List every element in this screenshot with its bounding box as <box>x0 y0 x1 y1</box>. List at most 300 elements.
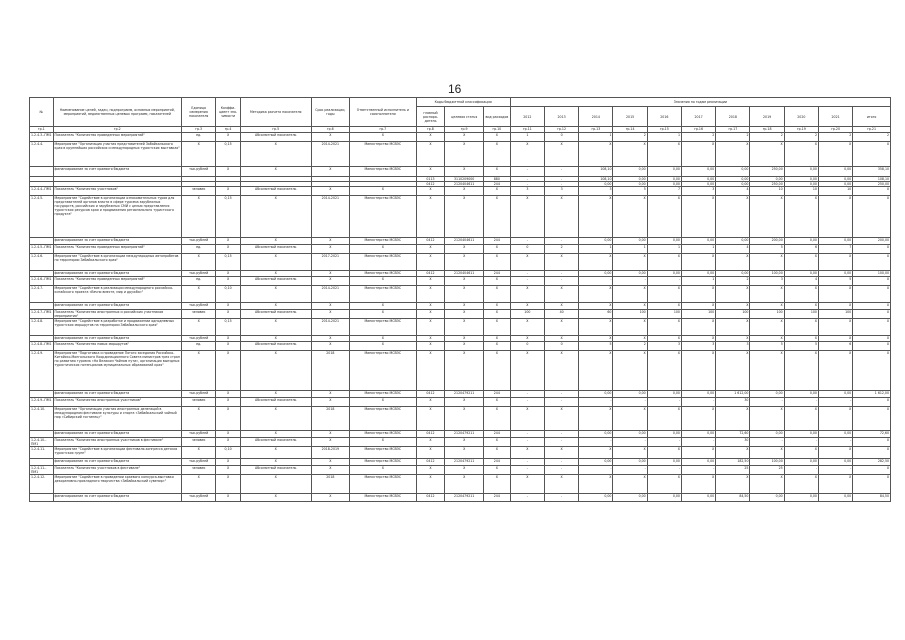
table-cell: 0,00 <box>716 271 750 277</box>
table-cell: 2018 <box>311 351 350 391</box>
row-name-cell: Показатель "Количество участников" <box>53 187 181 196</box>
table-cell: 5 <box>613 187 647 196</box>
table-cell: 0412 <box>416 431 445 438</box>
table-cell: 0 <box>510 245 544 254</box>
table-cell: X <box>416 303 445 310</box>
table-row <box>30 238 891 245</box>
table-cell: X <box>216 351 241 391</box>
table-cell: X <box>483 398 510 407</box>
table-cell: X <box>613 303 647 310</box>
table-cell: - <box>544 271 578 277</box>
table-cell: - <box>544 238 578 245</box>
table-cell: X <box>416 351 445 391</box>
table-cell: X <box>216 494 241 502</box>
table-cell: X <box>647 142 681 167</box>
table-cell: 0,00 <box>647 494 681 502</box>
table-cell: 1 612,00 <box>853 391 891 398</box>
table-cell: X <box>416 142 445 167</box>
table-cell: - <box>544 182 578 187</box>
table-cell: X <box>311 466 350 475</box>
table-cell: 100 <box>613 310 647 319</box>
table-cell: 0,00 <box>681 238 715 245</box>
table-cell: - <box>647 277 681 286</box>
table-cell: X <box>416 277 445 286</box>
table-cell: 0 <box>544 342 578 351</box>
table-cell: - <box>544 494 578 502</box>
table-cell: 2014-2021 <box>311 196 350 238</box>
table-cell: Министерство МСВЭС <box>350 142 416 167</box>
table-cell: X <box>483 466 510 475</box>
table-cell: Министерство МСВЭС <box>350 196 416 238</box>
header-year: 2020 <box>784 107 818 127</box>
table-cell: Министерство МСВЭС <box>350 254 416 271</box>
column-number-cell: гр.14 <box>613 127 647 133</box>
table-cell: 0,00 <box>681 271 715 277</box>
table-cell: X <box>544 254 578 271</box>
table-cell: 0,15 <box>216 319 241 336</box>
table-row <box>30 407 891 431</box>
table-cell: X <box>311 459 350 466</box>
column-number-cell: гр.9 <box>445 127 484 133</box>
row-code-cell <box>30 391 54 398</box>
table-cell: 282,50 <box>853 459 891 466</box>
row-code-cell <box>30 459 54 466</box>
table-cell: 2 <box>544 245 578 254</box>
table-cell: 1 612,00 <box>716 391 750 398</box>
row-code-cell: 1.2.4.11.-ПМ1 <box>30 466 54 475</box>
header-year: 2013 <box>544 107 578 127</box>
row-code-cell: 1.2.4.7.-ПМ1 <box>30 310 54 319</box>
table-cell: X <box>716 447 750 459</box>
row-code-cell: 1.2.4.5. <box>30 196 54 238</box>
table-cell: ед. <box>182 133 216 142</box>
row-code-cell <box>30 494 54 502</box>
header-kbk-grbs: главный распоря-дитель <box>416 107 445 127</box>
table-cell: 0,00 <box>647 182 681 187</box>
table-cell: 0,00 <box>613 177 647 182</box>
table-cell: X <box>579 407 613 431</box>
table-cell: 244 <box>483 182 510 187</box>
table-cell: X <box>681 475 715 494</box>
table-cell: X <box>182 351 216 391</box>
table-cell: 1 <box>510 133 544 142</box>
table-cell: 1 <box>613 245 647 254</box>
table-cell: X <box>716 196 750 238</box>
table-cell: X <box>579 447 613 459</box>
table-cell: 72,60 <box>716 431 750 438</box>
table-cell: X <box>647 303 681 310</box>
table-cell: X <box>240 407 311 431</box>
row-name-cell: Мероприятие "Подготовка и проведение Пятого заседания Российско-Китайско-Монгольского Координационного Совета министров трех стран по развитию туризма «На Великом Чайном пути», организация выездных туристических потенциалов муниципальных образований края" <box>53 351 181 391</box>
header-name: Наименование целей, задач, подпрограмм, основных мероприятий, мероприятий, ведомственных целевых программ, показателей <box>53 98 181 127</box>
table-row <box>30 310 891 319</box>
table-cell: X <box>483 245 510 254</box>
table-cell: X <box>750 254 784 271</box>
table-cell: X <box>216 391 241 398</box>
table-cell: X <box>750 351 784 391</box>
table-row <box>30 254 891 271</box>
table-cell: 0,10 <box>216 447 241 459</box>
table-cell: 5 <box>579 342 613 351</box>
table-cell: 0,00 <box>613 167 647 177</box>
table-cell: X <box>716 254 750 271</box>
table-row <box>30 196 891 238</box>
table-cell: X <box>416 187 445 196</box>
table-cell: X <box>416 447 445 459</box>
table-cell: Министерство МСВЭС <box>350 351 416 391</box>
table-cell: 0,00 <box>647 177 681 182</box>
table-cell: X <box>182 447 216 459</box>
table-cell: 0,15 <box>216 142 241 167</box>
table-cell: X <box>483 310 510 319</box>
table-row <box>30 447 891 459</box>
table-row <box>30 431 891 438</box>
table-cell: 200,00 <box>853 238 891 245</box>
table-cell: 0,00 <box>818 238 852 245</box>
table-cell: 0,00 <box>818 177 852 182</box>
table-cell: X <box>445 286 484 303</box>
table-cell: 0,00 <box>681 391 715 398</box>
table-cell: X <box>544 336 578 342</box>
table-cell: X <box>350 187 416 196</box>
table-cell: X <box>579 196 613 238</box>
table-cell: Министерство МСВЭС <box>350 391 416 398</box>
table-cell: 2 <box>613 133 647 142</box>
table-cell: 5 <box>750 245 784 254</box>
table-cell: 5 <box>784 342 818 351</box>
table-row <box>30 245 891 254</box>
row-code-cell: 1.2.4.4. <box>30 142 54 167</box>
table-cell: X <box>445 310 484 319</box>
table-cell: X <box>216 310 241 319</box>
table-cell: 100,00 <box>750 459 784 466</box>
table-cell: X <box>818 407 852 431</box>
table-cell: X <box>416 438 445 447</box>
table-cell: Министерство МСВЭС <box>350 319 416 336</box>
table-cell: 244 <box>483 431 510 438</box>
table-cell: 10 <box>784 187 818 196</box>
table-cell: Абсолютный показатель <box>240 133 311 142</box>
table-cell: 4 <box>716 187 750 196</box>
table-cell: 3 <box>579 187 613 196</box>
table-cell: X <box>853 475 891 494</box>
table-cell: 1 <box>579 133 613 142</box>
table-cell: 0,00 <box>613 391 647 398</box>
table-cell: X <box>445 438 484 447</box>
table-row <box>30 459 891 466</box>
row-name-cell: Показатель "Количество иностранных участников в фестивале" <box>53 438 181 447</box>
table-cell: Министерство МСВЭС <box>350 271 416 277</box>
table-cell: - <box>579 277 613 286</box>
row-code-cell: 1.2.4.9.-ПМ1 <box>30 398 54 407</box>
table-cell: 3 <box>716 342 750 351</box>
table-cell: 0,00 <box>818 494 852 502</box>
table-cell: X <box>579 303 613 310</box>
table-cell: X <box>240 351 311 391</box>
table-cell: 0,00 <box>750 431 784 438</box>
row-name-cell: Мероприятие "Содействие в организации ознакомительных туров для представителей органов власти в сфере туризма зарубежных государств, российских и зарубежных СМИ с целью представления туристских ресурсов края и продвижения регионального туристского продукта" <box>53 196 181 238</box>
table-cell: 0,00 <box>784 182 818 187</box>
table-cell: ед. <box>182 277 216 286</box>
table-cell: X <box>613 319 647 336</box>
table-cell: 0,00 <box>613 494 647 502</box>
table-cell: X <box>784 336 818 342</box>
table-cell: X <box>510 196 544 238</box>
table-cell: - <box>613 438 647 447</box>
table-cell: X <box>483 187 510 196</box>
table-cell: X <box>445 187 484 196</box>
table-cell: X <box>240 494 311 502</box>
table-cell: X <box>182 286 216 303</box>
table-cell: 60 <box>579 310 613 319</box>
table-cell: 244 <box>483 459 510 466</box>
table-cell: X <box>445 196 484 238</box>
table-cell: тыс.рублей <box>182 459 216 466</box>
table-cell: - <box>544 167 578 177</box>
table-cell: X <box>510 475 544 494</box>
table-cell: 0 <box>544 133 578 142</box>
table-cell: X <box>818 286 852 303</box>
table-cell: X <box>216 133 241 142</box>
row-name-cell: Показатель "Количество проведенных мероприятий" <box>53 245 181 254</box>
table-cell: 5 <box>750 342 784 351</box>
table-cell: X <box>483 277 510 286</box>
table-cell: X <box>182 254 216 271</box>
table-cell: X <box>853 447 891 459</box>
table-cell: X <box>544 447 578 459</box>
row-name-cell: Мероприятие "Содействие в проведении краевого конкурса-выставки декоративно-прикладного творчества «Забайкальский сувенир»" <box>53 475 181 494</box>
table-cell: X <box>311 167 350 177</box>
table-cell: 0,00 <box>784 459 818 466</box>
table-cell: - <box>510 277 544 286</box>
table-cell: Министерство МСВЭС <box>350 459 416 466</box>
row-name-cell: финансирование за счет краевого бюджета <box>53 459 181 466</box>
table-cell: 100 <box>750 310 784 319</box>
table-row <box>30 438 891 447</box>
table-cell: X <box>182 319 216 336</box>
table-header <box>30 98 891 133</box>
table-cell: 0412 <box>416 391 445 398</box>
table-cell: - <box>681 466 715 475</box>
table-row <box>30 277 891 286</box>
table-row <box>30 475 891 494</box>
table-cell: X <box>681 447 715 459</box>
table-cell: X <box>311 438 350 447</box>
table-cell: X <box>483 438 510 447</box>
table-cell: 0,00 <box>647 459 681 466</box>
table-cell: X <box>750 303 784 310</box>
column-number-cell: гр.4 <box>216 127 241 133</box>
table-cell: X <box>750 475 784 494</box>
table-cell: X <box>216 336 241 342</box>
row-code-cell: 1.2.4.6.-ПМ1 <box>30 277 54 286</box>
page-number: 16 <box>448 82 462 96</box>
table-cell: X <box>681 196 715 238</box>
table-cell: Абсолютный показатель <box>240 466 311 475</box>
table-cell: 3110209000 <box>445 177 484 182</box>
table-cell: 6 <box>784 245 818 254</box>
table-cell: X <box>416 336 445 342</box>
table-cell: X <box>613 286 647 303</box>
table-cell: - <box>647 466 681 475</box>
table-cell: X <box>750 196 784 238</box>
header-responsible: Ответственный исполнитель и соисполнители <box>350 98 416 127</box>
table-cell: X <box>784 286 818 303</box>
table-cell: 0,00 <box>784 494 818 502</box>
table-cell: 0113 <box>416 177 445 182</box>
table-cell: 0,00 <box>784 391 818 398</box>
table-cell: X <box>853 319 891 336</box>
column-number-cell: гр.16 <box>681 127 715 133</box>
table-cell: - <box>510 398 544 407</box>
table-cell: X <box>853 277 891 286</box>
table-cell: X <box>240 336 311 342</box>
table-cell: - <box>818 438 852 447</box>
table-cell: 2 <box>613 342 647 351</box>
table-cell: X <box>818 254 852 271</box>
table-cell: X <box>311 342 350 351</box>
table-cell: X <box>716 475 750 494</box>
row-name-cell: финансирование за счет краевого бюджета <box>53 494 181 502</box>
table-cell: 0,00 <box>579 238 613 245</box>
table-cell: 0,00 <box>613 431 647 438</box>
table-cell: X <box>750 447 784 459</box>
table-cell: X <box>544 303 578 310</box>
table-cell: X <box>579 336 613 342</box>
table-cell: X <box>311 238 350 245</box>
table-cell: 108,10 <box>579 167 613 177</box>
table-cell: 250,00 <box>750 182 784 187</box>
table-cell: X <box>510 254 544 271</box>
row-name-cell: Показатель "Количество иностранных участников" <box>53 398 181 407</box>
table-cell: X <box>445 303 484 310</box>
table-cell: 0,00 <box>784 271 818 277</box>
table-cell: X <box>182 196 216 238</box>
table-cell: X <box>647 447 681 459</box>
table-cell: X <box>510 447 544 459</box>
table-cell: 244 <box>483 238 510 245</box>
row-name-cell: Мероприятие "Содействие в организации международных автопробегов по территории Забайкальского края" <box>53 254 181 271</box>
table-cell: 1 <box>647 245 681 254</box>
table-cell: - <box>510 466 544 475</box>
table-cell: 3 <box>544 187 578 196</box>
row-code-cell: 1.2.4.4.-ПМ1 <box>30 187 54 196</box>
row-code-cell: 1.2.4.8.-ПМ1 <box>30 342 54 351</box>
table-cell: 0,00 <box>579 494 613 502</box>
table-cell: X <box>350 398 416 407</box>
row-code-cell <box>30 431 54 438</box>
header-year: 2015 <box>613 107 647 127</box>
table-cell: X <box>483 407 510 431</box>
table-cell: X <box>579 142 613 167</box>
table-cell: X <box>784 475 818 494</box>
table-cell: 0 <box>510 342 544 351</box>
table-cell: X <box>216 303 241 310</box>
table-cell: X <box>647 336 681 342</box>
table-cell: 40 <box>544 310 578 319</box>
row-name-cell: финансирование за счет краевого бюджета <box>53 303 181 310</box>
table-cell: тыс.рублей <box>182 271 216 277</box>
table-cell: 0,15 <box>216 254 241 271</box>
table-cell: 0,00 <box>818 167 852 177</box>
table-cell: X <box>510 319 544 336</box>
table-cell: X <box>716 286 750 303</box>
table-cell: X <box>445 336 484 342</box>
table-cell: - <box>613 277 647 286</box>
table-cell: 0,00 <box>613 459 647 466</box>
table-cell: 3 <box>510 187 544 196</box>
table-cell: X <box>350 310 416 319</box>
table-cell: 2120479211 <box>445 459 484 466</box>
table-cell: X <box>240 447 311 459</box>
table-cell: X <box>311 271 350 277</box>
table-cell: X <box>647 319 681 336</box>
table-cell: Абсолютный показатель <box>240 277 311 286</box>
row-name-cell: Показатель "Количество новых маршрутов" <box>53 342 181 351</box>
table-cell: 2018 <box>311 407 350 431</box>
table-cell: 25 <box>716 466 750 475</box>
table-cell: 0,00 <box>579 182 613 187</box>
table-cell: X <box>350 438 416 447</box>
table-cell: X <box>853 342 891 351</box>
table-cell: 2 <box>784 133 818 142</box>
row-name-cell: Мероприятие "Организация участия представителей Забайкальского края в крупнейших российских и международных туристских выставках" <box>53 142 181 167</box>
table-cell: 0,00 <box>750 391 784 398</box>
table-cell: X <box>240 459 311 466</box>
table-cell: X <box>853 286 891 303</box>
table-cell: X <box>681 286 715 303</box>
table-cell: человек <box>182 438 216 447</box>
table-cell: - <box>544 466 578 475</box>
table-cell: X <box>483 142 510 167</box>
table-cell: 244 <box>483 494 510 502</box>
table-cell: 0,00 <box>647 271 681 277</box>
table-cell: 0,00 <box>579 271 613 277</box>
table-cell: 4 <box>784 277 818 286</box>
table-cell: X <box>818 196 852 238</box>
table-cell: X <box>681 319 715 336</box>
table-cell: - <box>510 459 544 466</box>
table-row <box>30 167 891 177</box>
table-cell: 0,00 <box>716 177 750 182</box>
table-cell: X <box>853 466 891 475</box>
table-cell: X <box>853 303 891 310</box>
table-cell: 0,10 <box>216 286 241 303</box>
table-cell: X <box>216 238 241 245</box>
table-cell: 0,00 <box>613 271 647 277</box>
row-name-cell: финансирование за счет краевого бюджета <box>53 336 181 342</box>
header-year: 2017 <box>681 107 715 127</box>
table-cell: X <box>416 342 445 351</box>
table-cell: Абсолютный показатель <box>240 438 311 447</box>
table-cell: - <box>681 398 715 407</box>
table-cell: Абсолютный показатель <box>240 310 311 319</box>
table-cell: X <box>416 407 445 431</box>
table-cell: 0,00 <box>784 431 818 438</box>
table-cell: X <box>216 431 241 438</box>
table-cell: X <box>240 391 311 398</box>
table-cell: - <box>579 398 613 407</box>
table-cell: 244 <box>483 391 510 398</box>
table-cell: 5 <box>818 277 852 286</box>
table-cell: тыс.рублей <box>182 303 216 310</box>
table-cell: - <box>510 271 544 277</box>
table-cell: 0,00 <box>818 459 852 466</box>
table-cell: X <box>445 466 484 475</box>
table-cell: 0412 <box>416 271 445 277</box>
table-cell: 0,00 <box>784 177 818 182</box>
table-cell: 10 <box>818 187 852 196</box>
